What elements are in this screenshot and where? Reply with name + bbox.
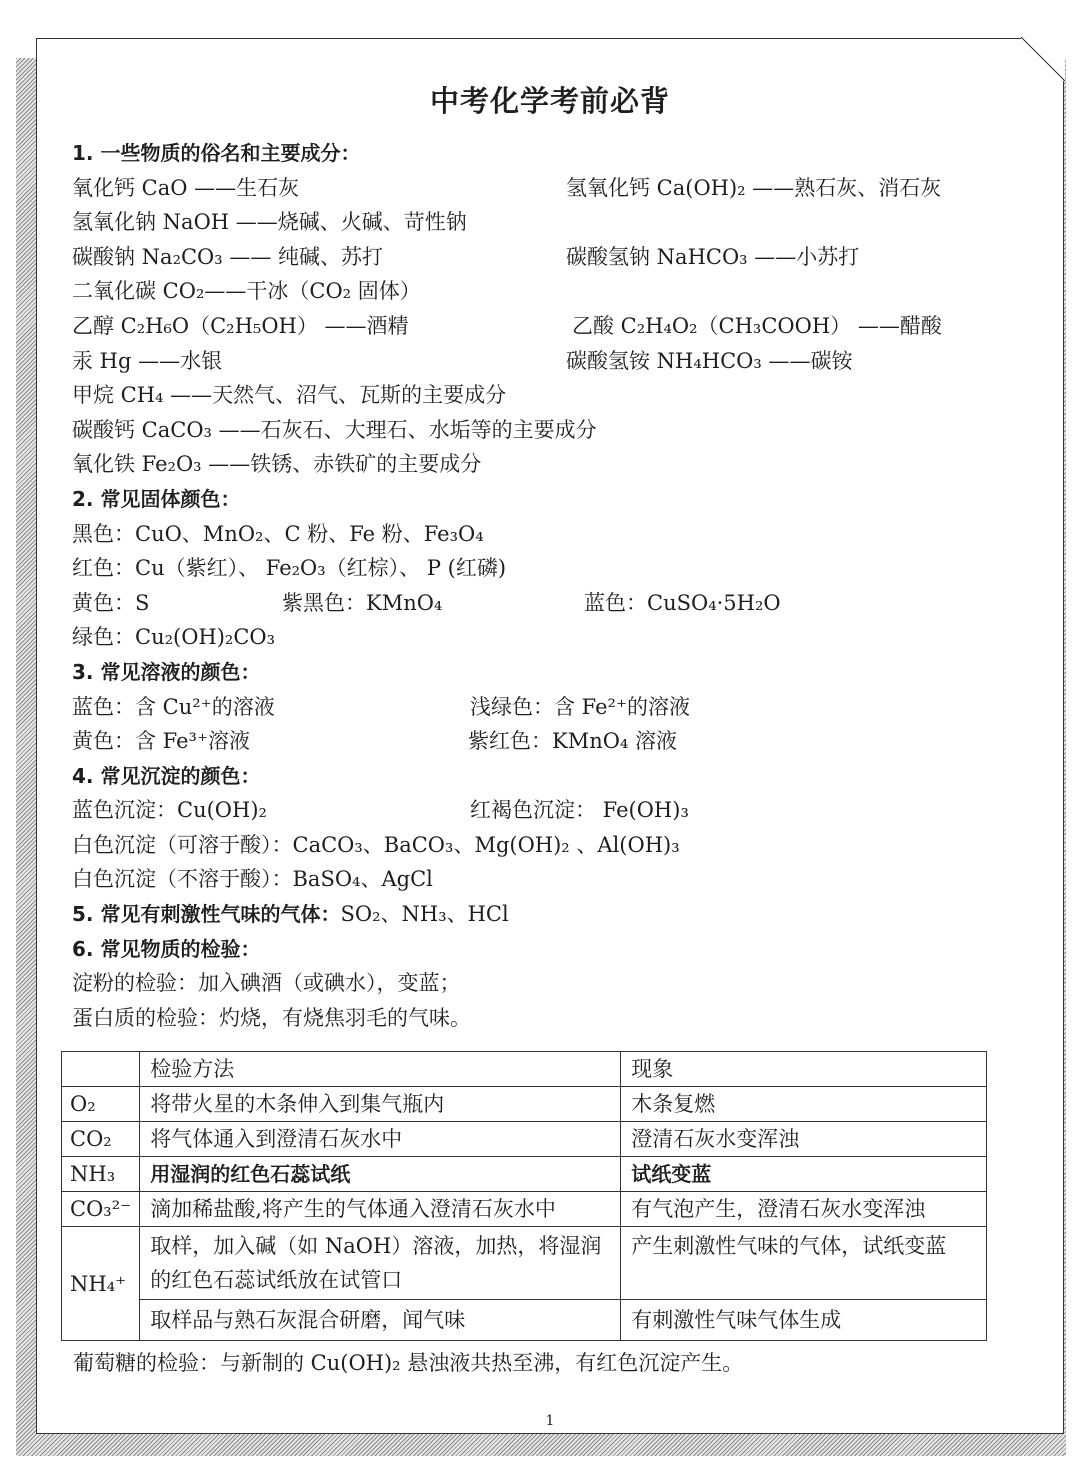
ppt-blue: 蓝色沉淀：Cu(OH)₂ bbox=[72, 798, 267, 823]
solid-red: 红色：Cu（紫红）、 Fe₂O₃（红棕）、 P (红磷) bbox=[72, 556, 507, 581]
content bbox=[72, 136, 1032, 1035]
section-5-heading: 5. 常见有刺激性气味的气体： bbox=[72, 902, 341, 927]
test-protein: 蛋白质的检验：灼烧，有烧焦羽毛的气味。 bbox=[72, 1005, 471, 1030]
row-method: 滴加稀盐酸,将产生的气体通入澄清石灰水中 bbox=[140, 1192, 621, 1227]
row-substance: NH₃ bbox=[62, 1157, 140, 1192]
row-method: 取样品与熟石灰混合研磨，闻气味 bbox=[140, 1300, 621, 1341]
section-1-heading: 1. 一些物质的俗名和主要成分： bbox=[72, 141, 361, 165]
section-6-heading: 6. 常见物质的检验： bbox=[72, 936, 261, 961]
row-substance: CO₃²⁻ bbox=[62, 1192, 140, 1227]
solution-blue: 蓝色：含 Cu²⁺的溶液 bbox=[72, 694, 275, 719]
irritant-gases: SO₂、NH₃、HCl bbox=[340, 902, 509, 927]
row-method: 将带火星的木条伸入到集气瓶内 bbox=[140, 1087, 621, 1122]
item-nahco3: 碳酸氢钠 NaHCO₃ ——小苏打 bbox=[566, 244, 860, 269]
section-3-heading: 3. 常见溶液的颜色： bbox=[72, 659, 261, 684]
page-title: 中考化学考前必背 bbox=[429, 84, 670, 118]
row-method: 用湿润的红色石蕊试纸 bbox=[140, 1157, 621, 1192]
document-page bbox=[36, 38, 1064, 1434]
detection-table bbox=[61, 1051, 987, 1341]
item-caco3: 碳酸钙 CaCO₃ ——石灰石、大理石、水垢等的主要成分 bbox=[72, 417, 597, 442]
section-2-heading: 2. 常见固体颜色： bbox=[72, 486, 241, 511]
test-starch: 淀粉的检验：加入碘酒（或碘水），变蓝； bbox=[72, 971, 461, 996]
row-substance: O₂ bbox=[62, 1087, 140, 1122]
item-na2co3: 碳酸钠 Na₂CO₃ —— 纯碱、苏打 bbox=[72, 244, 384, 269]
row-substance: CO₂ bbox=[62, 1122, 140, 1157]
solid-black: 黑色：CuO、MnO₂、C 粉、Fe 粉、Fe₃O₄ bbox=[72, 521, 484, 546]
table-row bbox=[62, 1300, 987, 1341]
table-row bbox=[62, 1192, 987, 1227]
item-co2: 二氧化碳 CO₂——干冰（CO₂ 固体） bbox=[72, 279, 421, 304]
solution-purple-red: 紫红色：KMnO₄ 溶液 bbox=[468, 729, 678, 754]
header-method: 检验方法 bbox=[140, 1052, 621, 1087]
item-hg: 汞 Hg ——水银 bbox=[72, 348, 223, 373]
row-phenomenon: 澄清石灰水变浑浊 bbox=[621, 1122, 987, 1157]
solid-green: 绿色：Cu₂(OH)₂CO₃ bbox=[72, 625, 276, 650]
item-ethanol: 乙醇 C₂H₆O（C₂H₅OH） ——酒精 bbox=[72, 313, 409, 338]
table-row bbox=[62, 1087, 987, 1122]
ppt-red-brown: 红褐色沉淀： Fe(OH)₃ bbox=[470, 798, 689, 823]
item-ch4: 甲烷 CH₄ ——天然气、沼气、瓦斯的主要成分 bbox=[72, 383, 507, 408]
solution-light-green: 浅绿色：含 Fe²⁺的溶液 bbox=[470, 694, 691, 719]
ppt-white-soluble: 白色沉淀（可溶于酸）：CaCO₃、BaCO₃、Mg(OH)₂ 、Al(OH)₃ bbox=[72, 832, 680, 857]
item-caoh2: 氢氧化钙 Ca(OH)₂ ——熟石灰、消石灰 bbox=[566, 175, 942, 200]
ppt-white-insoluble: 白色沉淀（不溶于酸）：BaSO₄、AgCl bbox=[72, 867, 433, 892]
solid-blue: 蓝色：CuSO₄·5H₂O bbox=[584, 590, 781, 615]
row-phenomenon: 试纸变蓝 bbox=[621, 1157, 987, 1192]
table-row bbox=[62, 1122, 987, 1157]
row-method: 取样，加入碱（如 NaOH）溶液，加热，将湿润的红色石蕊试纸放在试管口 bbox=[140, 1227, 621, 1300]
item-fe2o3: 氧化铁 Fe₂O₃ ——铁锈、赤铁矿的主要成分 bbox=[72, 452, 482, 477]
item-naoh: 氢氧化钠 NaOH ——烧碱、火碱、苛性钠 bbox=[72, 210, 467, 235]
row-method: 将气体通入到澄清石灰水中 bbox=[140, 1122, 621, 1157]
table-header-row bbox=[62, 1052, 987, 1087]
item-nh4hco3: 碳酸氢铵 NH₄HCO₃ ——碳铵 bbox=[566, 348, 853, 373]
section-4-heading: 4. 常见沉淀的颜色： bbox=[72, 763, 261, 788]
table-row bbox=[62, 1227, 987, 1300]
row-phenomenon: 产生刺激性气味的气体，试纸变蓝 bbox=[621, 1227, 987, 1300]
row-phenomenon: 木条复燃 bbox=[621, 1087, 987, 1122]
row-phenomenon: 有气泡产生，澄清石灰水变浑浊 bbox=[621, 1192, 987, 1227]
header-phenomenon: 现象 bbox=[621, 1052, 987, 1087]
solid-purple-black: 紫黑色：KMnO₄ bbox=[282, 590, 443, 615]
item-acetic: 乙酸 C₂H₄O₂（CH₃COOH） ——醋酸 bbox=[572, 313, 942, 338]
solution-yellow: 黄色：含 Fe³⁺溶液 bbox=[72, 729, 251, 754]
row-phenomenon: 有刺激性气味气体生成 bbox=[621, 1300, 987, 1341]
table-row bbox=[62, 1157, 987, 1192]
row-substance: NH₄⁺ bbox=[62, 1227, 140, 1341]
page-fold-corner bbox=[1021, 37, 1065, 81]
solid-yellow: 黄色：S bbox=[72, 590, 150, 615]
glucose-test: 葡萄糖的检验：与新制的 Cu(OH)₂ 悬浊液共热至沸，有红色沉淀产生。 bbox=[73, 1351, 744, 1375]
page-number: 1 bbox=[545, 1413, 555, 1429]
item-cao: 氧化钙 CaO ——生石灰 bbox=[72, 175, 300, 200]
